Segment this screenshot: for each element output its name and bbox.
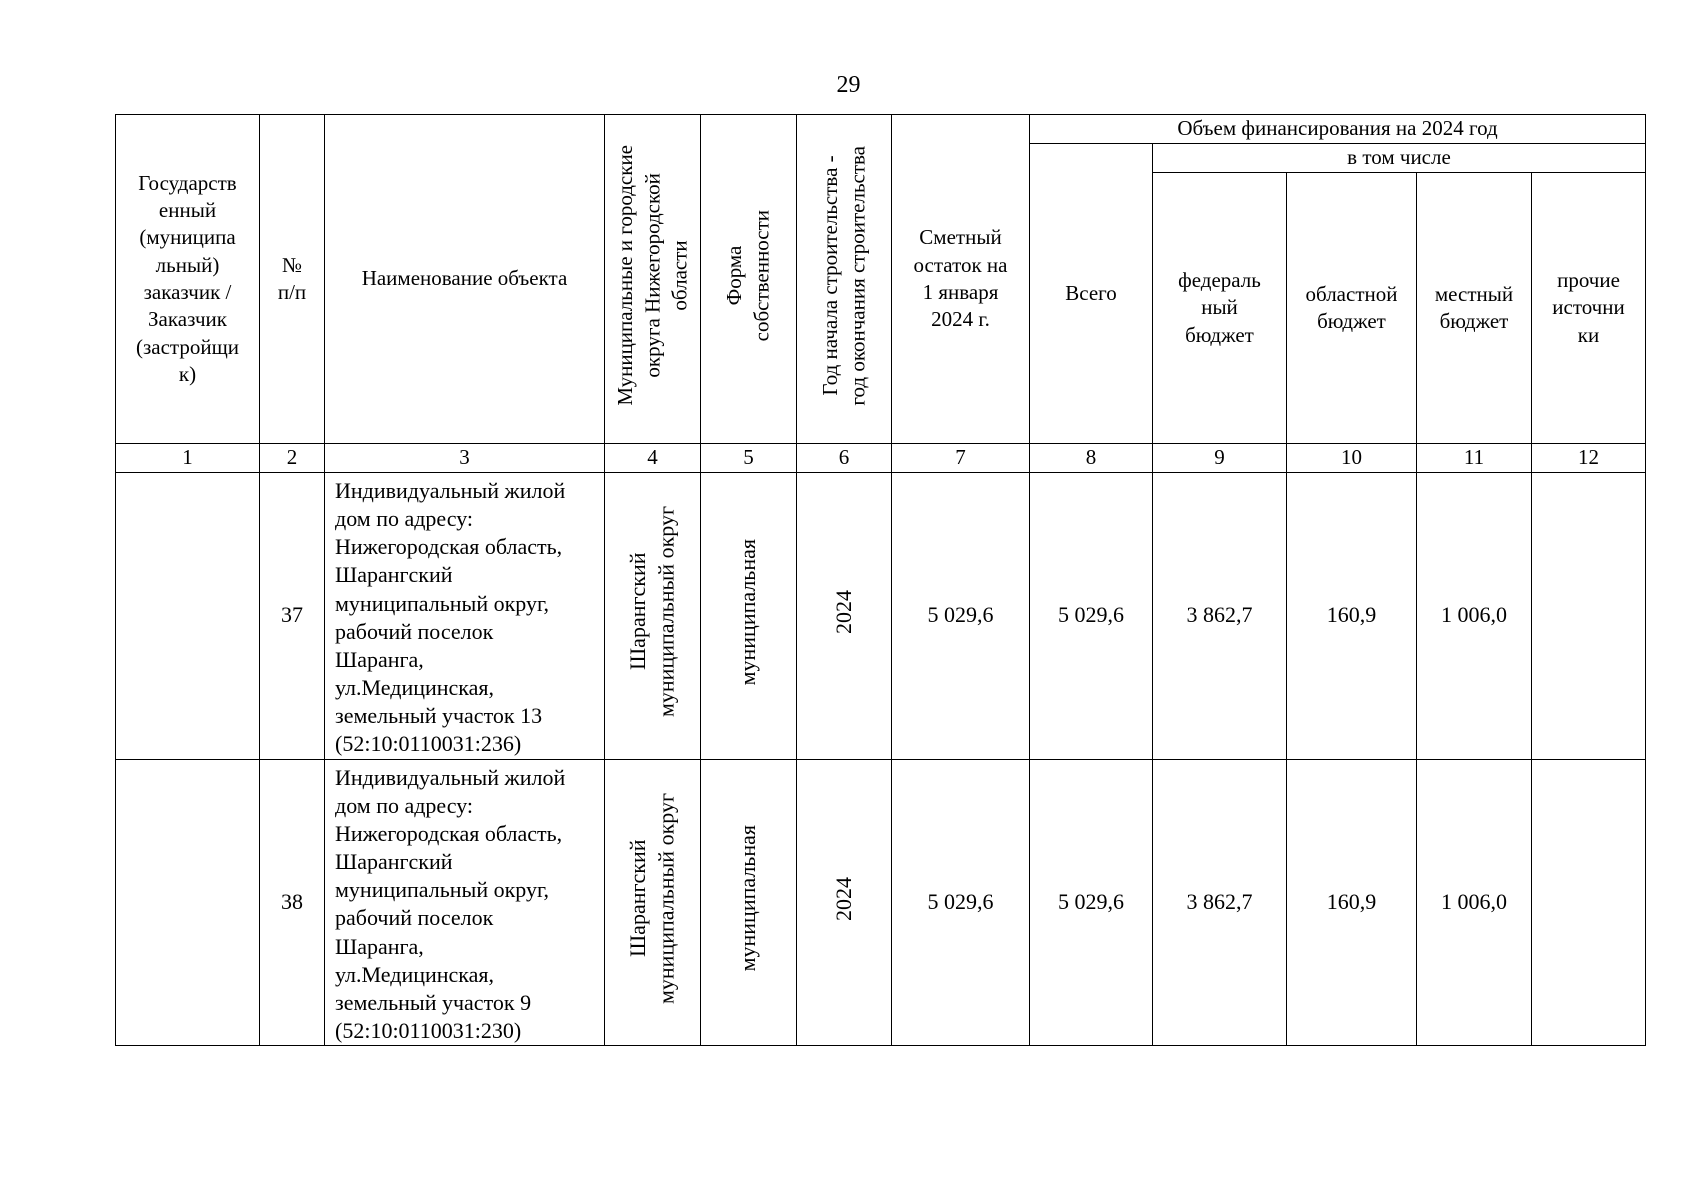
header-number: № п/п bbox=[260, 115, 325, 444]
column-number: 9 bbox=[1153, 444, 1287, 473]
cell-municipality: Шарангский муниципальный округ bbox=[605, 473, 701, 760]
column-number: 10 bbox=[1287, 444, 1417, 473]
cell-municipality: Шарангский муниципальный округ bbox=[605, 759, 701, 1046]
header-years: Год начала строительства - год окончания строительства bbox=[797, 115, 892, 444]
column-number: 6 bbox=[797, 444, 892, 473]
cell-customer bbox=[116, 759, 260, 1046]
cell-total: 5 029,6 bbox=[1030, 759, 1153, 1046]
cell-federal: 3 862,7 bbox=[1153, 759, 1287, 1046]
header-local: местный бюджет bbox=[1417, 173, 1532, 444]
column-number: 7 bbox=[892, 444, 1030, 473]
cell-local: 1 006,0 bbox=[1417, 759, 1532, 1046]
column-number: 5 bbox=[701, 444, 797, 473]
cell-ownership: муниципальная bbox=[701, 759, 797, 1046]
column-number: 2 bbox=[260, 444, 325, 473]
cell-ownership: муниципальная bbox=[701, 473, 797, 760]
column-number: 8 bbox=[1030, 444, 1153, 473]
cell-number: 38 bbox=[260, 759, 325, 1046]
cell-regional: 160,9 bbox=[1287, 473, 1417, 760]
cell-regional: 160,9 bbox=[1287, 759, 1417, 1046]
cell-customer bbox=[116, 473, 260, 760]
header-estimate-balance: Сметный остаток на 1 января 2024 г. bbox=[892, 115, 1030, 444]
column-number: 3 bbox=[325, 444, 605, 473]
cell-estimate-balance: 5 029,6 bbox=[892, 473, 1030, 760]
table-row bbox=[116, 759, 1646, 1046]
cell-local: 1 006,0 bbox=[1417, 473, 1532, 760]
cell-estimate-balance: 5 029,6 bbox=[892, 759, 1030, 1046]
header-object-name: Наименование объекта bbox=[325, 115, 605, 444]
cell-years: 2024 bbox=[797, 473, 892, 760]
header-municipality: Муниципальные и городские округа Нижегородской области bbox=[605, 115, 701, 444]
cell-object-name: Индивидуальный жилой дом по адресу: Нижегородская область, Шарангский муниципальный округ, рабочий поселок Шаранга, ул.Медицинская, земельный участок 13 (52:10:0110031:236) bbox=[325, 473, 605, 760]
header-federal: федераль ный бюджет bbox=[1153, 173, 1287, 444]
header-other: прочие источни ки bbox=[1532, 173, 1646, 444]
financing-table bbox=[115, 114, 1646, 1046]
column-number-row bbox=[116, 444, 1646, 473]
column-number: 12 bbox=[1532, 444, 1646, 473]
column-number: 4 bbox=[605, 444, 701, 473]
page-number: 29 bbox=[836, 72, 861, 98]
column-number: 1 bbox=[116, 444, 260, 473]
header-ownership: Форма собственности bbox=[701, 115, 797, 444]
header-total: Всего bbox=[1030, 144, 1153, 444]
header-funding-group: Объем финансирования на 2024 год bbox=[1030, 115, 1646, 144]
cell-number: 37 bbox=[260, 473, 325, 760]
cell-federal: 3 862,7 bbox=[1153, 473, 1287, 760]
cell-object-name: Индивидуальный жилой дом по адресу: Нижегородская область, Шарангский муниципальный округ, рабочий поселок Шаранга, ул.Медицинская, земельный участок 9 (52:10:0110031:230) bbox=[325, 759, 605, 1046]
cell-years: 2024 bbox=[797, 759, 892, 1046]
header-including-group: в том числе bbox=[1153, 144, 1646, 173]
cell-other bbox=[1532, 473, 1646, 760]
header-customer: Государств енный (муниципа льный) заказчик / Заказчик (застройщи к) bbox=[116, 115, 260, 444]
cell-total: 5 029,6 bbox=[1030, 473, 1153, 760]
table-row bbox=[116, 473, 1646, 760]
cell-other bbox=[1532, 759, 1646, 1046]
column-number: 11 bbox=[1417, 444, 1532, 473]
header-regional: областной бюджет bbox=[1287, 173, 1417, 444]
